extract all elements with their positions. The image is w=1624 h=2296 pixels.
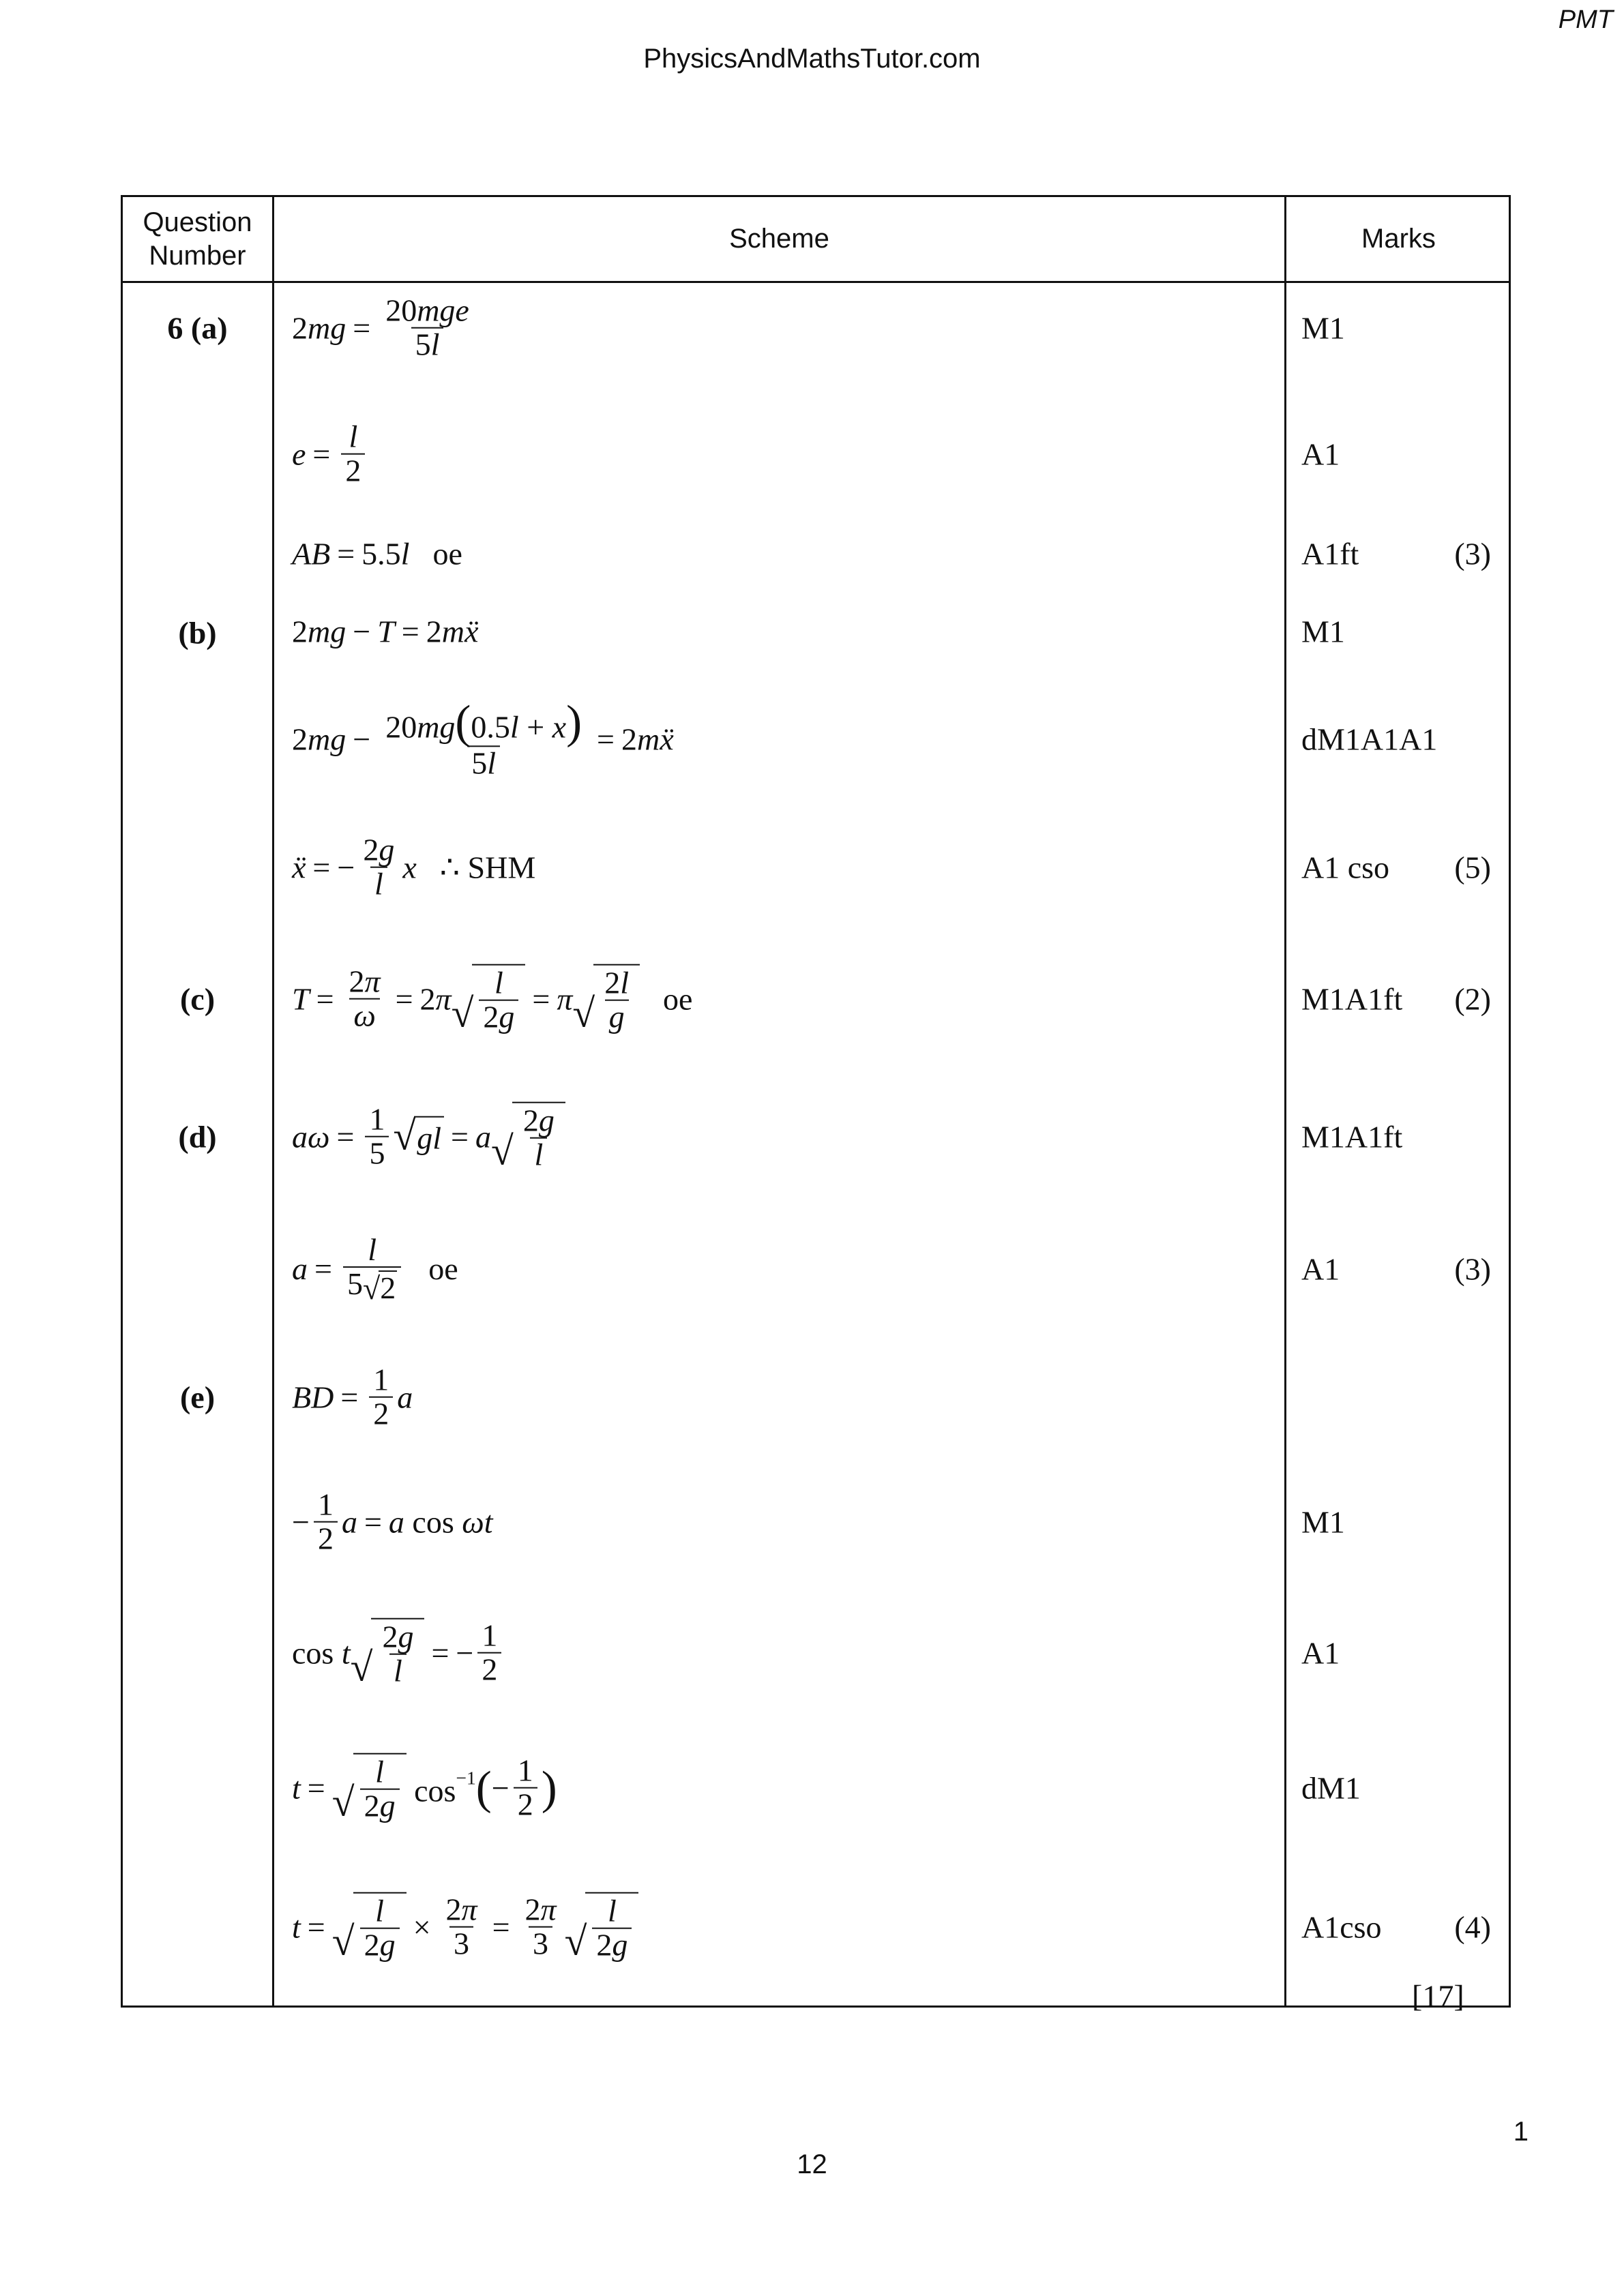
total-a: (3) [1454,536,1491,571]
mark-e2: M1 [1301,1504,1345,1540]
equation-b2: 2mg − $\frac{20mg(0.5l + x)}{5l}$ = 2mẍ [292,696,674,781]
mark-a1: M1 [1301,310,1345,346]
equation-b3: ẍ = − $\frac{2g}{l}$ x ∴ SHM [292,832,536,901]
equation-e1: BD = $\frac{1}{2}$ a [292,1362,413,1431]
total-c: (2) [1454,981,1491,1017]
grand-total: [17] [1412,1978,1464,2014]
page-number: 12 [797,2149,827,2179]
mark-e4: dM1 [1301,1770,1361,1806]
mark-b1: M1 [1301,614,1345,649]
equation-e3: cos t √ 2g l = − $\frac{1}{2}$ [292,1618,505,1688]
mark-d1: M1A1ft [1301,1119,1403,1154]
equation-b1: 2mg − T = 2mẍ [292,614,479,649]
part-d-label: (d) [178,1119,217,1154]
total-b: (5) [1454,850,1491,885]
header-divider [123,281,1509,283]
scheme-header: Scheme [729,224,829,254]
column-divider [272,197,274,2006]
equation-e5: t = √ l 2g × $\frac{2\pi}{3}$ = $\frac{2\pi}{3}$ √ l 2g [292,1892,638,1963]
part-c-label: (c) [179,981,216,1017]
shm-note: ∴ SHM [439,850,536,885]
mark-scheme-table [121,195,1511,2014]
equation-d2: a = l 5 √ 2 oe [292,1232,458,1306]
equation-d1: aω = $\frac{1}{5}$ √ gl = a √ 2g l [292,1102,565,1172]
mark-d2: A1 [1301,1251,1340,1287]
total-e: (4) [1454,1909,1491,1945]
question-number-header: Question Number [143,207,252,271]
part-b-label: (b) [178,615,217,651]
mark-e5: A1cso [1301,1909,1382,1945]
equation-a3: AB = 5.5l oe [292,536,462,571]
equation-e4: t = √ l 2g $\cos^{-1}$ ( − $\frac{1}{2}$ ) [292,1753,557,1825]
mark-b3: A1 cso [1301,850,1390,885]
mark-a3: A1ft [1301,536,1359,571]
equation-a2: e = $\frac{l}{2}$ [292,421,369,488]
equation-e2: − $\frac{1}{2}$ a = a cos ωt [292,1487,493,1556]
equation-a1: 2mg = 20mge 5l [292,293,469,362]
part-e-label: (e) [179,1380,216,1415]
total-d: (3) [1454,1251,1491,1287]
part-a-label: 6 (a) [167,310,228,346]
corner-page-number: 1 [1513,2117,1529,2147]
mark-e3: A1 [1301,1635,1340,1671]
site-title: PhysicsAndMathsTutor.com [643,44,981,74]
equation-c1: T = $\frac{2\pi}{\omega}$ = 2π √ l 2g = π √ 2l g oe [292,964,693,1036]
marks-header: Marks [1361,224,1436,254]
oe-note: oe [432,536,462,571]
oe-note: oe [428,1251,458,1287]
pmt-tag: PMT [1558,5,1613,34]
mark-c1: M1A1ft [1301,981,1403,1017]
oe-note: oe [663,981,693,1017]
mark-a2: A1 [1301,436,1340,472]
mark-b2: dM1A1A1 [1301,721,1438,757]
column-divider [1284,197,1286,2006]
